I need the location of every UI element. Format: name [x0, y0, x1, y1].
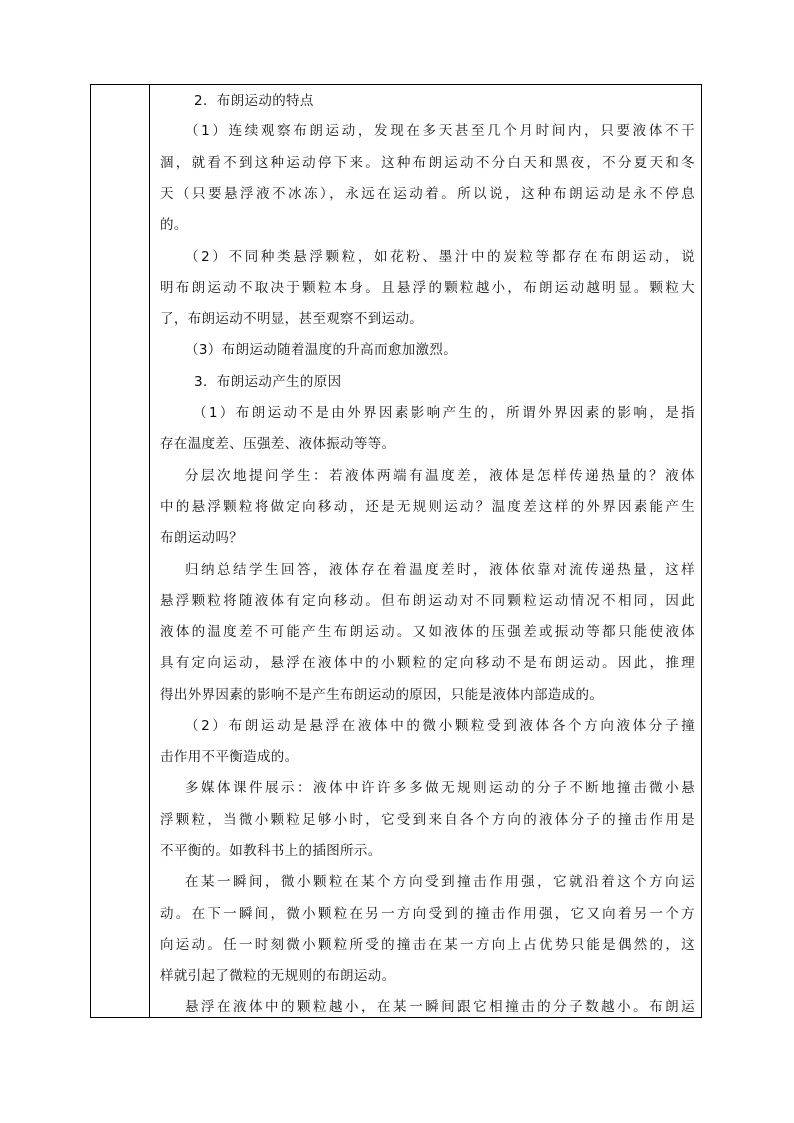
text-line: 多媒体课件展示：液体中许许多多做无规则运动的分子不断地撞击微小悬	[185, 780, 695, 796]
text-line: 得出外界因素的影响不是产生布朗运动的原因，只能是液体内部造成的。	[160, 687, 604, 703]
text-line: 布朗运动吗？	[160, 530, 244, 546]
text-line: 浮颗粒，当微小颗粒足够小时，它受到来自各个方向的液体分子的撞击作用是	[160, 812, 695, 828]
text-line: 3．布朗运动产生的原因	[194, 374, 342, 390]
text-line: （2）布朗运动是悬浮在液体中的微小颗粒受到液体各个方向液体分子撞	[185, 718, 695, 734]
text-line: 分层次地提问学生：若液体两端有温度差，液体是怎样传递热量的？液体	[185, 468, 695, 484]
text-line: 中的悬浮颗粒将做定向移动，还是无规则运动？温度差这样的外界因素能产生	[160, 499, 695, 515]
text-line: 悬浮在液体中的颗粒越小，在某一瞬间跟它相撞击的分子数越小。布朗运	[185, 999, 695, 1015]
text-line: （3）布朗运动随着温度的升高而愈加激烈。	[185, 342, 458, 358]
text-line: 具有定向运动，悬浮在液体中的小颗粒的定向移动不是布朗运动。因此，推理	[160, 655, 695, 671]
text-line: 不平衡的。如教科书上的插图所示。	[160, 843, 382, 859]
text-line: 在某一瞬间，微小颗粒在某个方向受到撞击作用强，它就沿着这个方向运	[185, 874, 695, 890]
table-content-cell	[151, 85, 701, 1017]
text-line: 向运动。任一时刻微小颗粒所受的撞击在某一方向上占优势只能是偶然的，这	[160, 937, 695, 953]
text-line: （1）布朗运动不是由外界因素影响产生的，所谓外界因素的影响，是指	[193, 405, 695, 421]
text-line: 天（只要悬浮液不冰冻），永远在运动着。所以说，这种布朗运动是永不停息	[160, 186, 695, 202]
text-line: 的。	[160, 217, 188, 233]
text-line: （2）不同种类悬浮颗粒，如花粉、墨汁中的炭粒等都存在布朗运动，说	[185, 249, 695, 265]
text-line: 归纳总结学生回答，液体存在着温度差时，液体依靠对流传递热量，这样	[185, 562, 695, 578]
text-line: 动。在下一瞬间，微小颗粒在另一方向受到的撞击作用强，它又向着另一个方	[160, 906, 695, 922]
text-line: 存在温度差、压强差、液体振动等等。	[160, 436, 396, 452]
text-line: （1）连续观察布朗运动，发现在多天甚至几个月时间内，只要液体不干	[185, 123, 695, 139]
text-line: 2．布朗运动的特点	[194, 93, 314, 109]
text-line: 了，布朗运动不明显，甚至观察不到运动。	[160, 311, 424, 327]
lesson-table	[90, 84, 702, 1018]
text-line: 液体的温度差不可能产生布朗运动。又如液体的压强差或振动等都只能使液体	[160, 624, 695, 640]
table-left-column	[91, 85, 150, 1017]
text-line: 样就引起了微粒的无规则的布朗运动。	[160, 968, 396, 984]
text-line: 击作用不平衡造成的。	[160, 749, 299, 765]
text-line: 悬浮颗粒将随液体有定向移动。但布朗运动对不同颗粒运动情况不相同，因此	[160, 593, 695, 609]
text-line: 明布朗运动不取决于颗粒本身。且悬浮的颗粒越小，布朗运动越明显。颗粒大	[160, 280, 695, 296]
text-line: 涸，就看不到这种运动停下来。这种布朗运动不分白天和黑夜，不分夏天和冬	[160, 155, 695, 171]
